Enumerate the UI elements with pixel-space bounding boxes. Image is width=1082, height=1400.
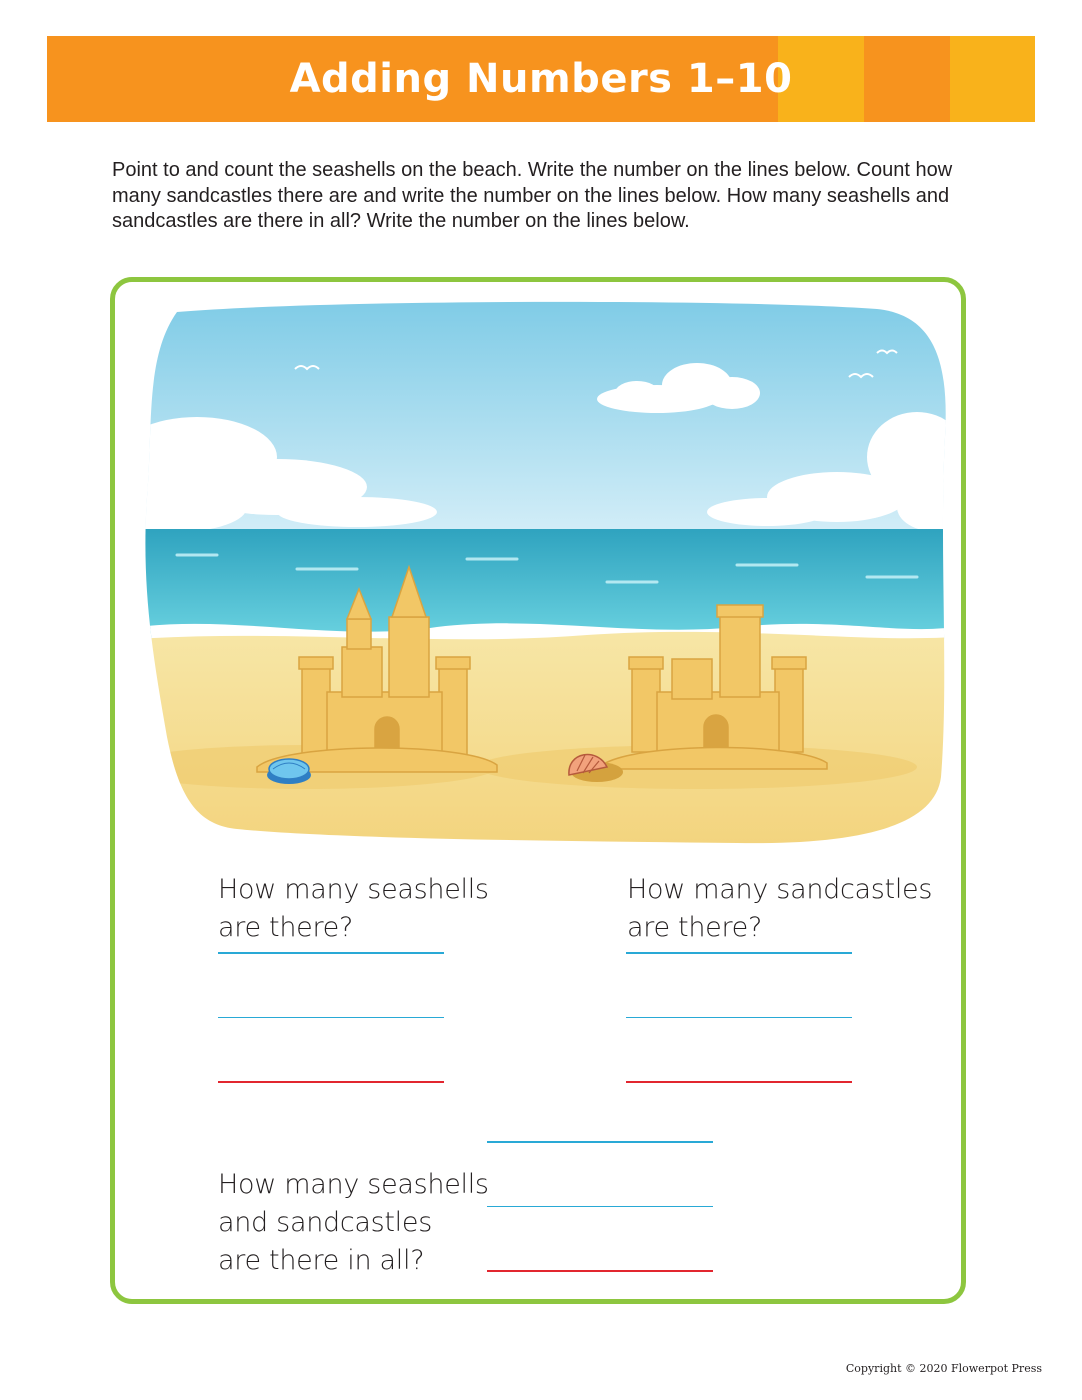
answer-line-mid[interactable] xyxy=(626,1017,852,1018)
answer-line-base[interactable] xyxy=(487,1270,713,1272)
question-total xyxy=(218,1166,489,1280)
question-seashells xyxy=(218,871,489,947)
header-banner xyxy=(47,36,1035,122)
question-total-line2: and sandcastles xyxy=(218,1207,432,1238)
question-seashells-line1: How many seashells xyxy=(218,874,489,905)
answer-line-top[interactable] xyxy=(626,952,852,954)
question-sandcastles-line2: are there? xyxy=(627,912,763,943)
question-sandcastles-line1: How many sandcastles xyxy=(627,874,933,905)
instructions-text: Point to and count the seashells on the beach. Write the number on the lines below. Count how many sandcastles there are and write the number on the lines below. How many seashells and sandcastles are there in all? Write the number on the lines below. xyxy=(112,159,953,232)
answer-line-base[interactable] xyxy=(626,1081,852,1083)
beach-illustration xyxy=(137,297,955,847)
question-total-line3: are there in all? xyxy=(218,1245,425,1276)
page-title: Adding Numbers 1–10 xyxy=(289,56,793,102)
answer-line-top[interactable] xyxy=(218,952,444,954)
question-seashells-line2: are there? xyxy=(218,912,354,943)
copyright-notice: Copyright © 2020 Flowerpot Press xyxy=(845,1362,1042,1375)
answer-line-base[interactable] xyxy=(218,1081,444,1083)
question-total-line1: How many seashells xyxy=(218,1169,489,1200)
seashell-blue xyxy=(267,759,311,784)
answer-line-top[interactable] xyxy=(487,1141,713,1143)
answer-line-mid[interactable] xyxy=(487,1206,713,1207)
question-sandcastles xyxy=(627,871,932,947)
answer-line-mid[interactable] xyxy=(218,1017,444,1018)
